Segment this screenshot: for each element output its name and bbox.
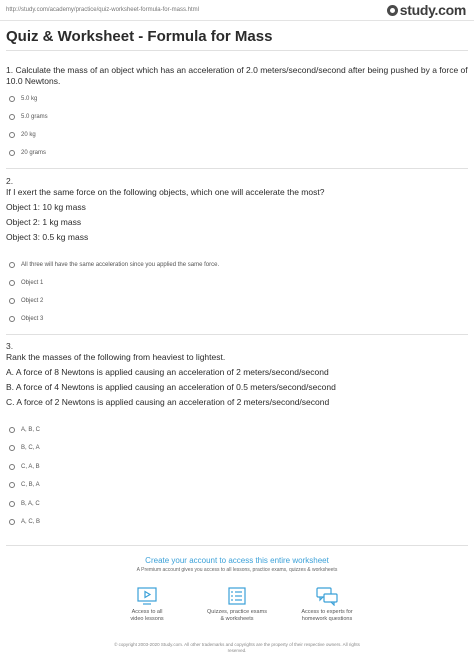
create-account-link[interactable]: Create your account to access this entire worksheet (145, 556, 329, 565)
option-label: 20 grams (21, 150, 47, 156)
copyright-line: © copyright 2003-2020 Study.com. All other trademarks and copyrights are the property of their respective owners. All rights (114, 642, 360, 647)
copyright-notice (60, 642, 414, 654)
option-label: Object 1 (21, 280, 44, 286)
question-2-line: Object 2: 1 kg mass (6, 217, 82, 227)
option-label: 5.0 kg (21, 96, 38, 102)
answer-option[interactable] (9, 114, 48, 120)
radio-icon[interactable] (9, 298, 15, 304)
question-3-line: A. A force of 8 Newtons is applied causing an acceleration of 2 meters/second/second (6, 367, 329, 377)
option-label: C, A, B (21, 464, 40, 470)
option-label: Object 3 (21, 316, 44, 322)
radio-icon[interactable] (9, 445, 15, 451)
logo-icon (387, 5, 398, 16)
divider (6, 50, 468, 51)
feature-label: homework questions (301, 616, 353, 622)
question-1-prompt: Calculate the mass of an object which has an acceleration of 2.0 meters/second/second after being pushed by a force of 10.0 Newtons. (6, 65, 468, 86)
option-label: B, C, A (21, 445, 40, 451)
option-label: A, C, B (21, 519, 41, 525)
answer-option[interactable] (9, 262, 219, 268)
radio-icon[interactable] (9, 114, 15, 120)
copyright-line: reserved. (227, 648, 247, 653)
question-2-text: If I exert the same force on the following objects, which one will accelerate the most? (6, 187, 325, 197)
study-logo[interactable] (387, 2, 466, 18)
divider (6, 334, 468, 335)
answer-option[interactable] (9, 96, 37, 102)
radio-icon[interactable] (9, 427, 15, 433)
feature-label: Access to all (131, 609, 163, 615)
question-2-line: Object 1: 10 kg mass (6, 202, 86, 212)
answer-option[interactable] (9, 464, 40, 470)
feature-quizzes (192, 586, 282, 623)
question-1-text (6, 65, 468, 87)
feature-label: Quizzes, practice exams (207, 609, 267, 615)
radio-icon[interactable] (9, 519, 15, 525)
divider (6, 168, 468, 169)
premium-description: A Premium account gives you access to all lessons, practice exams, quizzes & worksheets (136, 567, 338, 573)
question-2 (6, 176, 468, 243)
question-3-line: C. A force of 2 Newtons is applied causing an acceleration of 2 meters/second/second (6, 397, 330, 407)
question-2-number: 2. (6, 176, 14, 186)
answer-option[interactable] (9, 150, 46, 156)
logo-text: study.com (399, 2, 466, 18)
radio-icon[interactable] (9, 464, 15, 470)
checklist-icon (226, 586, 248, 606)
chat-icon (315, 586, 339, 606)
divider (6, 545, 468, 546)
question-2-line: Object 3: 0.5 kg mass (6, 232, 89, 242)
question-1 (6, 64, 468, 87)
feature-label: & worksheets (220, 616, 254, 622)
answer-option[interactable] (9, 445, 40, 451)
feature-label: video lessons (130, 616, 164, 622)
option-label: 5.0 grams (21, 114, 48, 120)
radio-icon[interactable] (9, 482, 15, 488)
feature-experts (282, 586, 372, 623)
question-3-line: B. A force of 4 Newtons is applied causing an acceleration of 0.5 meters/second/second (6, 382, 336, 392)
feature-label: Access to experts for (301, 609, 353, 615)
radio-icon[interactable] (9, 280, 15, 286)
feature-video-lessons (102, 586, 192, 623)
answer-option[interactable] (9, 427, 40, 433)
option-label: A, B, C (21, 427, 41, 433)
radio-icon[interactable] (9, 150, 15, 156)
question-1-number: 1. (6, 65, 16, 75)
option-label: All three will have the same acceleration since you applied the same force. (21, 262, 220, 268)
answer-option[interactable] (9, 501, 40, 507)
radio-icon[interactable] (9, 96, 15, 102)
option-label: 20 kg (21, 132, 36, 138)
top-bar (0, 0, 474, 21)
answer-option[interactable] (9, 132, 36, 138)
answer-option[interactable] (9, 298, 43, 304)
question-3 (6, 341, 468, 408)
option-label: B, A, C (21, 501, 40, 507)
option-label: Object 2 (21, 298, 44, 304)
answer-option[interactable] (9, 280, 43, 286)
question-3-number: 3. (6, 341, 14, 351)
question-3-text: Rank the masses of the following from heaviest to lightest. (6, 352, 226, 362)
option-label: C, B, A (21, 482, 40, 488)
radio-icon[interactable] (9, 501, 15, 507)
answer-option[interactable] (9, 519, 40, 525)
radio-icon[interactable] (9, 262, 15, 268)
answer-option[interactable] (9, 316, 43, 322)
page-title: Quiz & Worksheet - Formula for Mass (6, 28, 273, 45)
page-url[interactable]: http://study.com/academy/practice/quiz-worksheet-formula-for-mass.html (6, 7, 199, 13)
video-icon (136, 586, 158, 606)
radio-icon[interactable] (9, 132, 15, 138)
radio-icon[interactable] (9, 316, 15, 322)
answer-option[interactable] (9, 482, 40, 488)
